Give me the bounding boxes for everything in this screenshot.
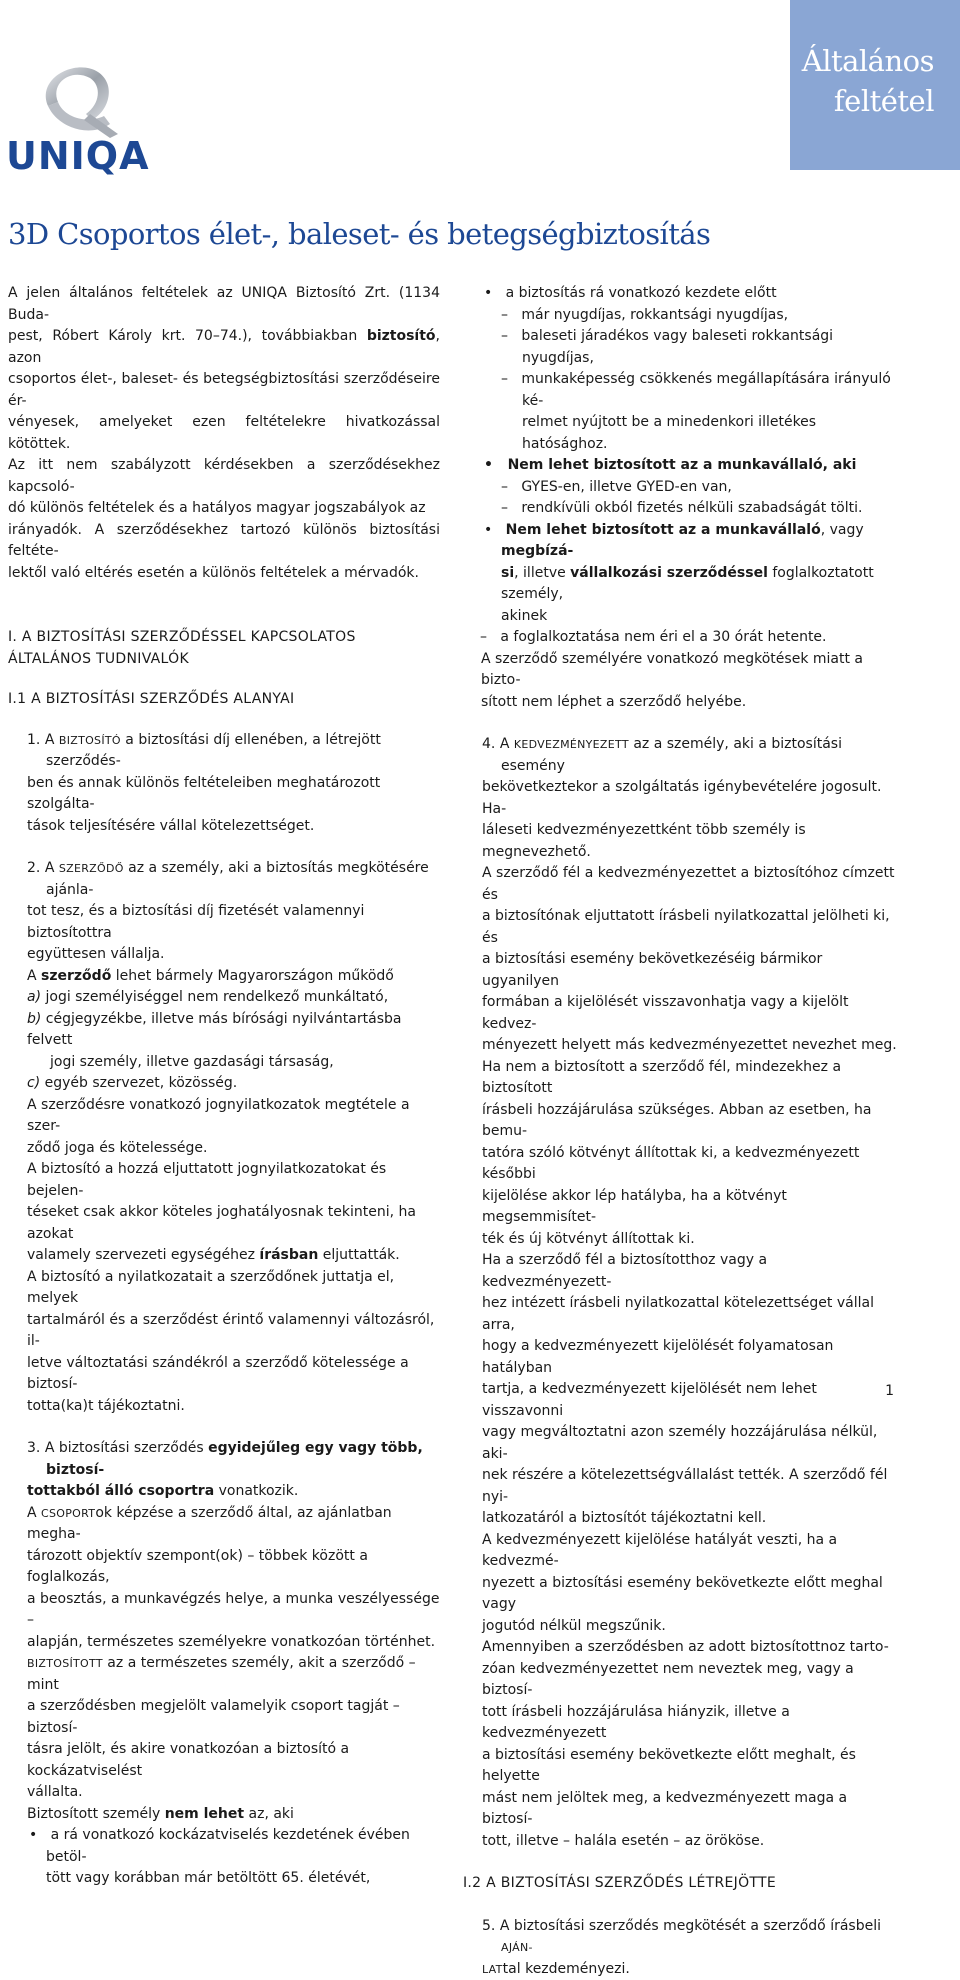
text-line: sított nem léphet a szerződő helyébe. [463,692,897,714]
text-line: tások teljesítésére vállal kötelezettséget. [8,816,440,838]
right-column [463,283,897,1980]
text-line: A szerződő személyére vonatkozó megkötések miatt a bizto- [463,649,897,692]
text-line: Az itt nem szabályzott kérdésekben a szerződésekhez kapcsoló- [8,455,440,498]
text-line: tott írásbeli hozzájárulása hiányzik, illetve a kedvezményezett [463,1702,897,1745]
text-line: ben és annak különös feltételeiben meghatározott szolgálta- [8,773,440,816]
text-line: si, illetve vállalkozási szerződéssel foglalkoztatott személy, [463,563,897,606]
text-line: csoportos élet-, baleset- és betegségbiztosítási szerződéseire ér- [8,369,440,412]
text-line: zóan kedvezményezettet nem neveztek meg, vagy a biztosí- [463,1659,897,1702]
text-line: A szerződő lehet bármely Magyarországon működő [8,966,440,988]
text-line: hogy a kedvezményezett kijelölését folyamatosan hatályban [463,1336,897,1379]
list-item: • a rá vonatkozó kockázatviselés kezdetének évében betöl- [8,1825,440,1868]
text-line: együttesen vállalja. [8,944,440,966]
text-line: tott, illetve – halála esetén – az örököse. [463,1831,897,1853]
text-line: jogi személy, illetve gazdasági társaság, [8,1052,440,1074]
text-line: láleseti kedvezményezettként több személy is megnevezhető. [463,820,897,863]
list-item: • Nem lehet biztosított az a munkavállaló, aki [463,455,897,477]
text-line: 5. A biztosítási szerződés megkötését a szerződő írásbeli AJÁN- [463,1916,897,1959]
page-number: 1 [885,1383,894,1399]
text-line: hez intézett írásbeli nyilatkozattal kötelezettséget vállal arra, [463,1293,897,1336]
list-item: – GYES-en, illetve GYED-en van, [463,477,897,499]
list-item: a) jogi személyiséggel nem rendelkező munkáltató, [8,987,440,1009]
text-line: valamely szervezeti egységéhez írásban eljuttatták. [8,1245,440,1267]
document-type-line1: Általános [802,44,934,78]
text-line: tartalmáról és a szerződést érintő valamennyi változásról, il- [8,1310,440,1353]
left-column [8,283,440,1890]
list-item: • Nem lehet biztosított az a munkavállaló, vagy megbízá- [463,520,897,563]
text-line: latkozatáról a biztosítót tájékoztatni kell. [463,1508,897,1530]
text-line: tásra jelölt, és akire vonatkozóan a biztosító a kockázatviselést [8,1739,440,1782]
text-line: téseket csak akkor köteles joghatályosnak tekinteni, ha azokat [8,1202,440,1245]
text-line: tött vagy korábban már betöltött 65. életévét, [8,1868,440,1890]
text-line: kijelölése akkor lép hatályba, ha a kötvényt megsemmisítet- [463,1186,897,1229]
document-type-label [790,0,960,170]
text-line: a biztosítási esemény bekövetkezte előtt meghalt, és helyette [463,1745,897,1788]
text-line: Ha nem a biztosított a szerződő fél, mindezekhez a biztosított [463,1057,897,1100]
list-item: – rendkívüli okból fizetés nélküli szabadságát tölti. [463,498,897,520]
list-item: c) egyéb szervezet, közösség. [8,1073,440,1095]
text-line: tatóra szóló kötvényt állítottak ki, a kedvezményezett későbbi [463,1143,897,1186]
text-line: A szerződő fél a kedvezményezettet a biztosítóhoz címzett és [463,863,897,906]
text-line: ményezett helyett más kedvezményezettet nevezhet meg. [463,1035,897,1057]
list-item: – már nyugdíjas, rokkantsági nyugdíjas, [463,305,897,327]
text-line: tartja, a kedvezményezett kijelölését nem lehet visszavonni [463,1379,897,1422]
subsection-heading: I.2 A BIZTOSÍTÁSI SZERZŐDÉS LÉTREJÖTTE [463,1873,897,1895]
text-line: tot tesz, és a biztosítási díj fizetését valamennyi biztosítottra [8,901,440,944]
text-line: BIZTOSÍTOTT az a természetes személy, akit a szerződő – mint [8,1653,440,1696]
uniqa-logo-text: UNIQA [6,134,150,178]
text-line: dó különös feltételek és a hatályos magyar jogszabályok az [8,498,440,520]
paragraph-3 [8,1438,440,1890]
text-line: jogutód nélkül megszűnik. [463,1616,897,1638]
text-line: mást nem jelöltek meg, a kedvezményezett maga a biztosí- [463,1788,897,1831]
text-line: Amennyiben a szerződésben az adott biztosítottnoz tarto- [463,1637,897,1659]
text-line: relmet nyújtott be a minedenkori illetékes hatósághoz. [463,412,897,455]
text-line: Biztosított személy nem lehet az, aki [8,1804,440,1826]
text-line: 4. A KEDVEZMÉNYEZETT az a személy, aki a biztosítási esemény [463,734,897,777]
text-line: akinek [463,606,897,628]
subsection-heading: I.1 A BIZTOSÍTÁSI SZERZŐDÉS ALANYAI [8,689,440,711]
intro-paragraph [8,283,440,584]
text-line: tottakból álló csoportra vonatkozik. [8,1481,440,1503]
text-line: bekövetkeztekor a szolgáltatás igénybevételére jogosult. Ha- [463,777,897,820]
text-line: 3. A biztosítási szerződés egyidejűleg egy vagy több, biztosí- [8,1438,440,1481]
text-line: A biztosító a nyilatkozatait a szerződőnek juttatja el, melyek [8,1267,440,1310]
text-line: pest, Róbert Károly krt. 70–74.), továbbiakban biztosító, azon [8,326,440,369]
text-line: alapján, természetes személyekre vonatkozóan történhet. [8,1632,440,1654]
text-line: a biztosítónak eljuttatott írásbeli nyilatkozattal jelölheti ki, és [463,906,897,949]
paragraph-5 [463,1916,897,1980]
text-line: formában a kijelölését visszavonhatja vagy a kijelölt kedvez- [463,992,897,1035]
list-item: – munkaképesség csökkenés megállapítására irányuló ké- [463,369,897,412]
text-line: a szerződésben megjelölt valamelyik csoport tagját – biztosí- [8,1696,440,1739]
list-item: – baleseti járadékos vagy baleseti rokkantsági nyugdíjas, [463,326,897,369]
text-line: totta(ka)t tájékoztatni. [8,1396,440,1418]
text-line: A biztosító a hozzá eljuttatott jognyilatkozatokat és bejelen- [8,1159,440,1202]
text-line: Ha a szerződő fél a biztosítotthoz vagy a kedvezményezett- [463,1250,897,1293]
list-item: b) cégjegyzékbe, illetve más bírósági nyilvántartásba felvett [8,1009,440,1052]
text-line: írásbeli hozzájárulása szükséges. Abban az esetben, ha bemu- [463,1100,897,1143]
text-line: a beosztás, a munkavégzés helye, a munka veszélyessége – [8,1589,440,1632]
text-line: vagy megváltoztatni azon személy hozzájárulása nélkül, aki- [463,1422,897,1465]
document-type-line2: feltétel [834,84,934,118]
text-line: nyezett a biztosítási esemény bekövetkezte előtt meghal vagy [463,1573,897,1616]
text-line: A CSOPORTok képzése a szerződő által, az ajánlatban megha- [8,1503,440,1546]
paragraph-4 [463,734,897,1852]
text-line: A jelen általános feltételek az UNIQA Biztosító Zrt. (1134 Buda- [8,283,440,326]
text-line: 2. A SZERZŐDŐ az a személy, aki a biztosítás megkötésére ajánla- [8,858,440,901]
text-line: ződő joga és kötelessége. [8,1138,440,1160]
document-title: 3D Csoportos élet-, baleset- és betegségbiztosítás [8,217,710,251]
text-line: irányadók. A szerződésekhez tartozó különös biztosítási feltéte- [8,520,440,563]
text-line: letve változtatási szándékról a szerződő kötelessége a biztosí- [8,1353,440,1396]
text-line: vényesek, amelyeket ezen feltételekre hivatkozással kötöttek. [8,412,440,455]
section-heading: I. A BIZTOSÍTÁSI SZERZŐDÉSSEL KAPCSOLATOS ÁLTALÁNOS TUDNIVALÓK [8,627,440,670]
text-line: A kedvezményezett kijelölése hatályát veszti, ha a kedvezmé- [463,1530,897,1573]
list-item: – a foglalkoztatása nem éri el a 30 órát hetente. [463,627,897,649]
text-line: lektől való eltérés esetén a különös feltételek a mérvadók. [8,563,440,585]
text-line: ték és új kötvényt állítottak ki. [463,1229,897,1251]
text-line: 1. A BIZTOSÍTÓ a biztosítási díj ellenében, a létrejött szerződés- [8,730,440,773]
text-line: A szerződésre vonatkozó jognyilatkozatok megtétele a szer- [8,1095,440,1138]
text-line: a biztosítási esemény bekövetkezéséig bármikor ugyanilyen [463,949,897,992]
paragraph-1 [8,730,440,838]
list-item: • a biztosítás rá vonatkozó kezdete előtt [463,283,897,305]
text-line: nek részére a kötelezettségvállalást tették. A szerződő fél nyi- [463,1465,897,1508]
text-line: vállalta. [8,1782,440,1804]
text-line: LATtal kezdeményezi. [463,1959,897,1980]
paragraph-2 [8,858,440,1417]
text-line: tározott objektív szempont(ok) – többek között a foglalkozás, [8,1546,440,1589]
